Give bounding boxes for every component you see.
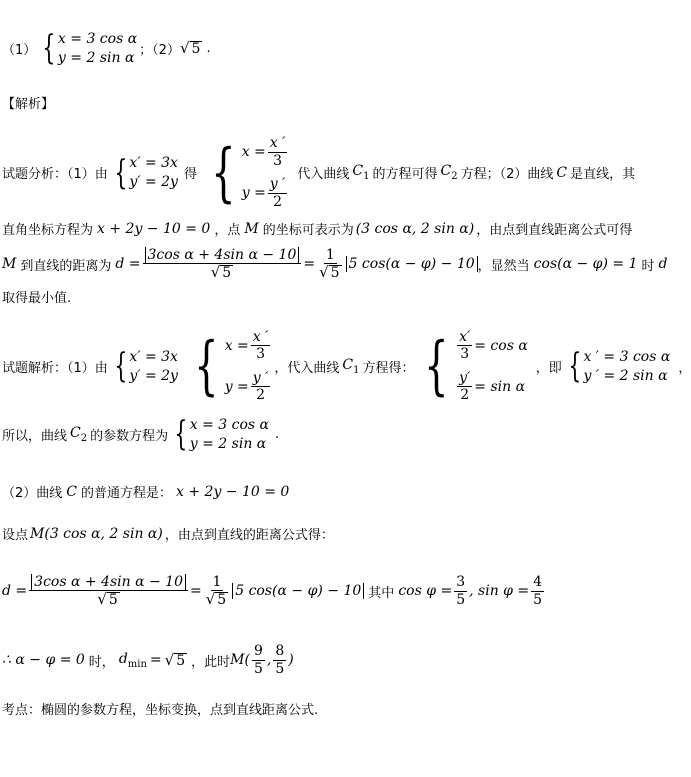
part2-label: ；（2） [139,42,180,58]
solution-distance: d = 3cos α + 4sin α − 10 √ 5 = 1 √ 5 5 cos(α − φ) − 10 其中 cos φ = $\frac{3}{5}$ , sin φ = $\frac{4}{5}$ [2,573,543,608]
analysis-line-1: 试题分析：（1）由 { x′ = 3x y′ = 2y 得 { x = $\frac{x '}{3}$ y = $\frac{y '}{2}$ 代入曲线 $C_1$ 的方程可得 $C_2$ 方程；（2）曲线 C 是直线，其 [2,130,635,215]
answer-line: （1） { x = 3 cos α y = 2 sin α ；（2） √ 5 . [2,28,211,68]
inverse-system: { x = $\frac{x '}{3}$ y = $\frac{y '}{2}$ [211,135,286,210]
solution-part2: （2）曲线 C 的普通方程是： x + 2y − 10 = 0 [2,483,290,501]
answer-system [38,29,137,67]
analysis-line-4: 取得最小值. [2,291,72,306]
part1-label: （1） [2,42,37,58]
answer-eq-y: y = 2 sin α [57,49,135,66]
inverse-system-2: { x = $\frac{x '}{3}$ y = $\frac{y '}{2}$ [194,328,269,403]
brace-icon: { [42,28,56,68]
substituted-system: { $\frac{x'}{3}$ = cos α $\frac{y'}{2}$ = sin α [424,328,528,403]
answer-eq-x: x = 3 cos α [57,30,138,47]
solution-therefore: ∴ α − φ = 0 时， $d_{min}$ = √ 5 ，此时 M( $\frac{9}{5}$ , $\frac{8}{5}$ ) [2,643,294,677]
transform-system: { x′ = 3x y′ = 2y [114,152,178,193]
solution-line-2: 所以，曲线 $C_2$ 的参数方程为 { x = 3 cos α y = 2 sin α . [2,414,280,454]
answer2-sqrt: √ 5 [179,39,201,57]
analysis-line-3: M 到直线的距离为 d = 3cos α + 4sin α − 10 √ 5 = 1 √ 5 5 cos(α − φ) − 10 ，显然当 cos(α − φ) = 1 时 d [2,246,668,281]
distance-fraction: 3cos α + 4sin α − 10 √ 5 [143,247,302,281]
analysis-line-2: 直角坐标方程为 x + 2y − 10 = 0 ，点 M 的坐标可表示为 (3 cos α, 2 sin α) ，由点到直线距离公式可得 [2,220,633,238]
solution-setpoint: 设点 M(3 cos α, 2 sin α) ，由点到直线的距离公式得： [2,525,334,543]
analysis-heading: 【解析】 [2,97,55,112]
test-points: 考点：椭圆的参数方程，坐标变换，点到直线距离公式. [2,703,319,718]
solution-line-1: 试题解析：（1）由 { x′ = 3x y′ = 2y { x = $\frac{x '}{3}$ y = $\frac{y '}{2}$ ，代入曲线 $C_1$ 方程得： { $\frac{x'}{3}$ = cos α $\frac{y'}{2}$ = sin α ，即 { x ′ = 3 cos α y ′ = 2 sin α ， [2,322,691,410]
